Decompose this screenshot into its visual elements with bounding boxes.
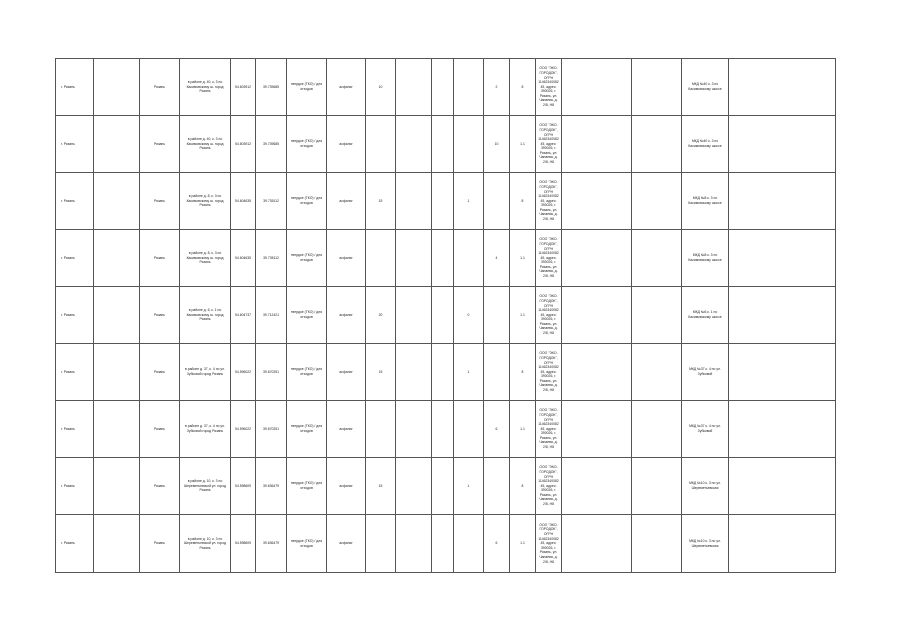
locality-cell: г. Рязань — [56, 344, 94, 401]
empty-cell — [562, 116, 632, 173]
source-cell: МКД №10 к. 3 по ул. Шереметьевская — [682, 515, 729, 573]
empty-cell — [432, 59, 454, 116]
source-cell: МКД №8 к. 3 по Касимовскому шоссе — [682, 173, 729, 230]
empty-cell — [396, 287, 432, 344]
empty-cell — [396, 173, 432, 230]
empty-cell — [632, 59, 682, 116]
latitude-cell: 54.596022 — [231, 401, 256, 458]
empty-cell — [729, 287, 836, 344]
longitude-cell: 39.735112 — [256, 230, 287, 287]
empty-cell — [562, 515, 632, 573]
registry-table — [55, 58, 836, 573]
empty-cell — [632, 458, 682, 515]
count-cell: 1 — [454, 458, 484, 515]
waste-type-cell: твердое (ТКО) / для отходов — [287, 515, 327, 573]
table-row — [56, 458, 836, 515]
volume-cell: 8 — [510, 173, 536, 230]
count-cell — [454, 116, 484, 173]
source-cell: МКД №8 к. 3 по Касимовскому шоссе — [682, 230, 729, 287]
empty-cell — [432, 344, 454, 401]
locality-cell: г. Рязань — [56, 116, 94, 173]
source-cell: МКД №37 к. 4 по ул. Зубковой — [682, 401, 729, 458]
empty-cell — [432, 116, 454, 173]
latitude-cell: 54.603912 — [231, 59, 256, 116]
empty-cell — [94, 173, 140, 230]
empty-cell — [432, 173, 454, 230]
empty-cell — [396, 230, 432, 287]
empty-cell — [94, 287, 140, 344]
empty-cell — [94, 515, 140, 573]
settlement-cell: Рязань — [140, 401, 180, 458]
empty-cell — [396, 458, 432, 515]
empty-cell — [632, 401, 682, 458]
count-cell — [454, 230, 484, 287]
area-cell — [366, 401, 396, 458]
empty-cell — [396, 116, 432, 173]
empty-cell — [432, 287, 454, 344]
empty-cell — [432, 401, 454, 458]
table-row — [56, 173, 836, 230]
locality-cell: г. Рязань — [56, 173, 94, 230]
empty-cell — [562, 401, 632, 458]
count-cell: 10 — [484, 116, 510, 173]
address-cell: в районе д. 6, к. 1 по Касимовскому ш. город Рязань — [180, 287, 231, 344]
waste-type-cell: твердое (ТКО) / для отходов — [287, 230, 327, 287]
longitude-cell: 39.670251 — [256, 401, 287, 458]
area-cell — [366, 515, 396, 573]
longitude-cell: 39.670251 — [256, 344, 287, 401]
surface-cell: асфальт — [327, 344, 366, 401]
empty-cell — [562, 344, 632, 401]
volume-cell: 8 — [510, 344, 536, 401]
owner-cell: ООО "ЭКО-ГОРОДОК", ОГРН 1146234008245, адрес: 390026, г. Рязань, ул. Чапаева, д. 2/8, Н8 — [536, 344, 562, 401]
settlement-cell: Рязань — [140, 344, 180, 401]
latitude-cell: 54.604635 — [231, 173, 256, 230]
longitude-cell: 39.735112 — [256, 173, 287, 230]
empty-cell — [632, 515, 682, 573]
empty-cell — [432, 458, 454, 515]
count-cell — [484, 458, 510, 515]
area-cell: 15 — [366, 173, 396, 230]
empty-cell — [396, 515, 432, 573]
surface-cell: асфальт — [327, 59, 366, 116]
empty-cell — [729, 458, 836, 515]
empty-cell — [729, 344, 836, 401]
area-cell — [366, 116, 396, 173]
empty-cell — [432, 230, 454, 287]
latitude-cell: 54.598609 — [231, 458, 256, 515]
empty-cell — [396, 401, 432, 458]
waste-type-cell: твердое (ТКО) / для отходов — [287, 59, 327, 116]
table-row — [56, 287, 836, 344]
count-cell — [454, 515, 484, 573]
address-cell: в районе д. 10, к. 3 по Шереметьевской ул. город Рязань — [180, 458, 231, 515]
address-cell: в районе д. 40, к. 3 по Касимовскому ш. город Рязань — [180, 59, 231, 116]
table-row — [56, 515, 836, 573]
locality-cell: г. Рязань — [56, 287, 94, 344]
settlement-cell: Рязань — [140, 173, 180, 230]
volume-cell: 1.1 — [510, 116, 536, 173]
empty-cell — [396, 59, 432, 116]
empty-cell — [94, 344, 140, 401]
owner-cell: ООО "ЭКО-ГОРОДОК", ОГРН 1146234008245, адрес: 390026, г. Рязань, ул. Чапаева, д. 2/8, Н8 — [536, 59, 562, 116]
empty-cell — [729, 116, 836, 173]
waste-type-cell: твердое (ТКО) / для отходов — [287, 287, 327, 344]
count-cell: 6 — [484, 515, 510, 573]
locality-cell: г. Рязань — [56, 230, 94, 287]
address-cell: в районе д. 8, к. 3 по Касимовскому ш. город Рязань — [180, 173, 231, 230]
latitude-cell: 54.598609 — [231, 515, 256, 573]
surface-cell: асфальт — [327, 173, 366, 230]
area-cell: 15 — [366, 344, 396, 401]
table-body — [56, 59, 836, 573]
latitude-cell: 54.604737 — [231, 287, 256, 344]
empty-cell — [729, 59, 836, 116]
count-cell — [454, 401, 484, 458]
settlement-cell: Рязань — [140, 116, 180, 173]
empty-cell — [632, 230, 682, 287]
address-cell: в районе д. 8, к. 3 по Касимовскому ш. город Рязань — [180, 230, 231, 287]
count-cell: 4 — [484, 230, 510, 287]
volume-cell: 1.1 — [510, 515, 536, 573]
count-cell: 2 — [484, 59, 510, 116]
count-cell: 6 — [484, 401, 510, 458]
owner-cell: ООО "ЭКО-ГОРОДОК", ОГРН 1146234008245, адрес: 390026, г. Рязань, ул. Чапаева, д. 2/8, Н8 — [536, 287, 562, 344]
longitude-cell: 39.636479 — [256, 515, 287, 573]
waste-type-cell: твердое (ТКО) / для отходов — [287, 458, 327, 515]
volume-cell: 8 — [510, 458, 536, 515]
address-cell: в районе д. 10, к. 3 по Шереметьевской ул. город Рязань — [180, 515, 231, 573]
source-cell: МКД №40 к. 3 по Касимовскому шоссе — [682, 116, 729, 173]
empty-cell — [632, 116, 682, 173]
count-cell: 1 — [454, 344, 484, 401]
owner-cell: ООО "ЭКО-ГОРОДОК", ОГРН 1146234008245, адрес: 390026, г. Рязань, ул. Чапаева, д. 2/8, Н8 — [536, 515, 562, 573]
table-row — [56, 401, 836, 458]
spreadsheet-page — [55, 58, 835, 573]
surface-cell: асфальт — [327, 458, 366, 515]
empty-cell — [729, 230, 836, 287]
locality-cell: г. Рязань — [56, 401, 94, 458]
area-cell — [366, 230, 396, 287]
longitude-cell: 39.739685 — [256, 116, 287, 173]
surface-cell: асфальт — [327, 230, 366, 287]
settlement-cell: Рязань — [140, 59, 180, 116]
latitude-cell: 54.603912 — [231, 116, 256, 173]
surface-cell: асфальт — [327, 515, 366, 573]
count-cell: 0 — [454, 287, 484, 344]
count-cell — [454, 59, 484, 116]
settlement-cell: Рязань — [140, 458, 180, 515]
empty-cell — [94, 116, 140, 173]
latitude-cell: 54.604635 — [231, 230, 256, 287]
owner-cell: ООО "ЭКО-ГОРОДОК", ОГРН 1146234008245, адрес: 390026, г. Рязань, ул. Чапаева, д. 2/8, Н8 — [536, 116, 562, 173]
surface-cell: асфальт — [327, 287, 366, 344]
empty-cell — [632, 173, 682, 230]
address-cell: в районе д. 37, к. 4 по ул. Зубковой город Рязань — [180, 344, 231, 401]
latitude-cell: 54.596022 — [231, 344, 256, 401]
area-cell: 20 — [366, 287, 396, 344]
locality-cell: г. Рязань — [56, 458, 94, 515]
table-row — [56, 344, 836, 401]
owner-cell: ООО "ЭКО-ГОРОДОК", ОГРН 1146234008245, адрес: 390026, г. Рязань, ул. Чапаева, д. 2/8, Н8 — [536, 230, 562, 287]
longitude-cell: 39.636479 — [256, 458, 287, 515]
volume-cell: 1.1 — [510, 401, 536, 458]
count-cell — [484, 344, 510, 401]
empty-cell — [562, 287, 632, 344]
settlement-cell: Рязань — [140, 515, 180, 573]
empty-cell — [729, 515, 836, 573]
longitude-cell: 39.739685 — [256, 59, 287, 116]
waste-type-cell: твердое (ТКО) / для отходов — [287, 344, 327, 401]
empty-cell — [396, 344, 432, 401]
table-row — [56, 116, 836, 173]
surface-cell: асфальт — [327, 116, 366, 173]
area-cell: 10 — [366, 59, 396, 116]
source-cell: МКД №37 к. 4 по ул. Зубковой — [682, 344, 729, 401]
empty-cell — [94, 230, 140, 287]
empty-cell — [632, 287, 682, 344]
settlement-cell: Рязань — [140, 230, 180, 287]
address-cell: в районе д. 40, к. 3 по Касимовскому ш. город Рязань — [180, 116, 231, 173]
empty-cell — [729, 401, 836, 458]
surface-cell: асфальт — [327, 401, 366, 458]
settlement-cell: Рязань — [140, 287, 180, 344]
waste-type-cell: твердое (ТКО) / для отходов — [287, 116, 327, 173]
empty-cell — [632, 344, 682, 401]
empty-cell — [94, 401, 140, 458]
empty-cell — [94, 59, 140, 116]
count-cell — [484, 173, 510, 230]
table-row — [56, 59, 836, 116]
volume-cell: 1.1 — [510, 230, 536, 287]
owner-cell: ООО "ЭКО-ГОРОДОК", ОГРН 1146234008245, адрес: 390026, г. Рязань, ул. Чапаева, д. 2/8, Н8 — [536, 401, 562, 458]
source-cell: МКД №6 к. 1 по Касимовскому шоссе — [682, 287, 729, 344]
volume-cell: 1.1 — [510, 287, 536, 344]
waste-type-cell: твердое (ТКО) / для отходов — [287, 173, 327, 230]
owner-cell: ООО "ЭКО-ГОРОДОК", ОГРН 1146234008245, адрес: 390026, г. Рязань, ул. Чапаева, д. 2/8, Н8 — [536, 173, 562, 230]
count-cell: 1 — [454, 173, 484, 230]
address-cell: в районе д. 37, к. 4 по ул. Зубковой город Рязань — [180, 401, 231, 458]
source-cell: МКД №10 к. 3 по ул. Шереметьевская — [682, 458, 729, 515]
empty-cell — [562, 59, 632, 116]
empty-cell — [94, 458, 140, 515]
empty-cell — [729, 173, 836, 230]
locality-cell: г. Рязань — [56, 59, 94, 116]
empty-cell — [562, 173, 632, 230]
table-row — [56, 230, 836, 287]
count-cell — [484, 287, 510, 344]
empty-cell — [432, 515, 454, 573]
empty-cell — [562, 230, 632, 287]
locality-cell: г. Рязань — [56, 515, 94, 573]
volume-cell: 8 — [510, 59, 536, 116]
area-cell: 15 — [366, 458, 396, 515]
owner-cell: ООО "ЭКО-ГОРОДОК", ОГРН 1146234008245, адрес: 390026, г. Рязань, ул. Чапаева, д. 2/8, Н8 — [536, 458, 562, 515]
empty-cell — [562, 458, 632, 515]
longitude-cell: 39.712421 — [256, 287, 287, 344]
waste-type-cell: твердое (ТКО) / для отходов — [287, 401, 327, 458]
source-cell: МКД №40 к. 3 по Касимовскому шоссе — [682, 59, 729, 116]
